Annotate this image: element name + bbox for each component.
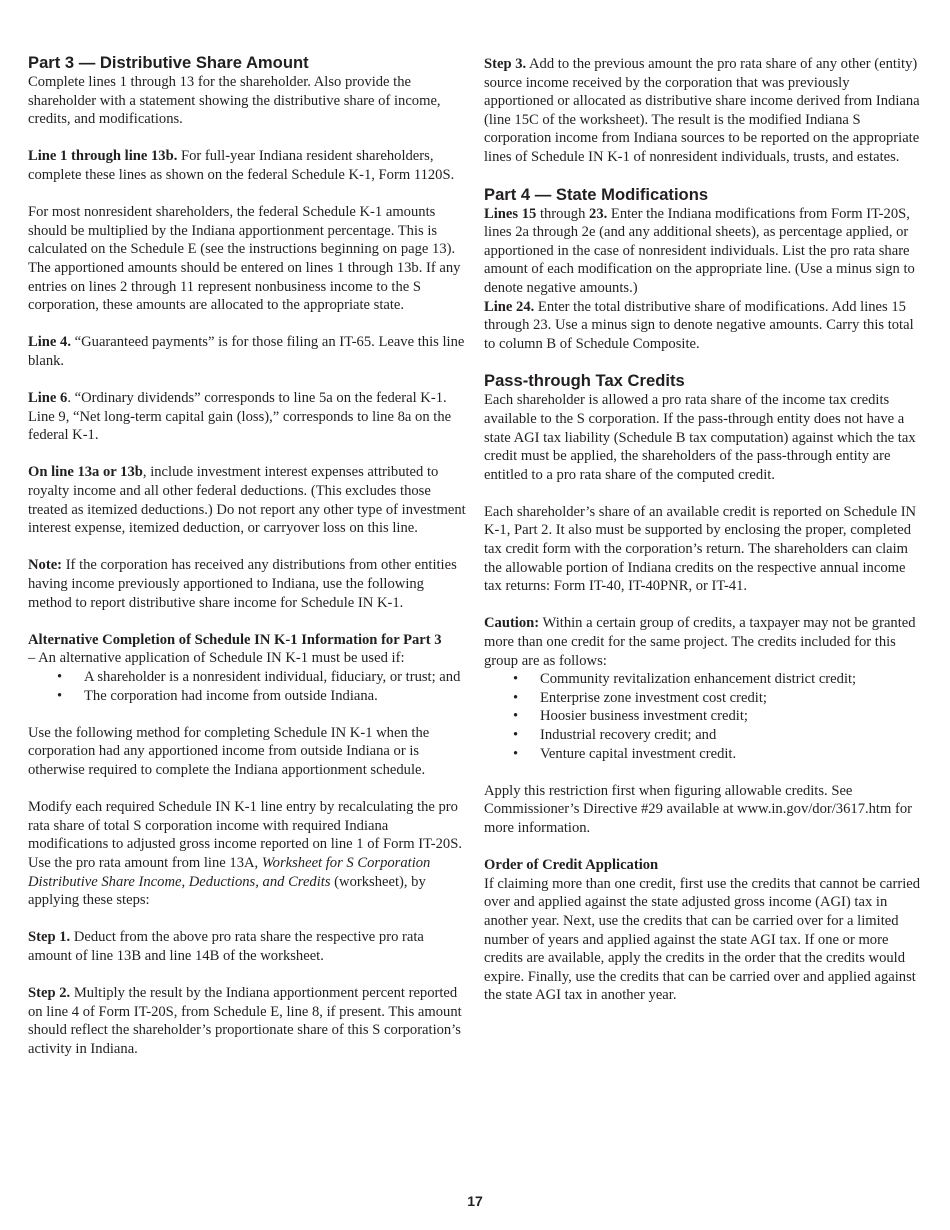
step1-text: Deduct from the above pro rata share the respective pro rata amount of line 13B and line 14B of the worksheet. [28, 929, 424, 964]
caution-text: Within a certain group of credits, a taxpayer may not be granted more than one credit for the same project. The credits included for this group are as follows: [484, 615, 916, 669]
alt-completion-heading [28, 631, 466, 668]
left-column [28, 53, 466, 1058]
line4-label: Line 4. [28, 334, 71, 351]
credit-group-list [484, 670, 922, 763]
part3-heading: Part 3 — Distributive Share Amount [28, 53, 309, 72]
nonresident-paragraph: For most nonresident shareholders, the federal Schedule K-1 amounts should be multiplied by the Indiana apportionment percentage. This is calculated on the Schedule E (see the instructions beginning on page 13). The apportioned amounts should be entered on lines 1 through 13b. If any entries on lines 2 through 11 represent nonbusiness income to the S corporation, these amounts are allocated to the appropriate state. [28, 204, 461, 314]
line1-13b-label: Line 1 through line 13b. [28, 148, 178, 165]
lines15-23-paragraph [484, 205, 922, 298]
alt-completion-list [28, 668, 466, 705]
order-paragraph: If claiming more than one credit, first use the credits that cannot be carried over and applied against the state adjusted gross income (AGI) tax in another year. Next, use the credits that can be carried over for a limited number of years and applied against the state AGI tax. If one or more credits are available, apply the credits in the order that the credits would expire. Finally, use the credits that can be carried over and applied against the state AGI tax in another year. [484, 875, 921, 1004]
line6-paragraph [28, 389, 466, 445]
step1-paragraph [28, 928, 466, 965]
page-number: 17 [467, 1193, 483, 1209]
order-heading [484, 856, 922, 875]
step2-paragraph [28, 984, 466, 1058]
line24-label: Line 24. [484, 298, 535, 315]
line24-paragraph [484, 298, 922, 354]
list-item: • A shareholder is a nonresident individual, fiduciary, or trust; and [84, 668, 466, 687]
modify-text-2: (worksheet), by applying these steps: [28, 873, 426, 909]
step2-text: Multiply the result by the Indiana apportionment percent reported on line 4 of Form IT-20S, from Schedule E, line 8, if present. This amount should reflect the shareholder’s proportionate share of this S corporation’s activity in Indiana. [28, 985, 462, 1057]
line4-text: “Guaranteed payments” is for those filing an IT-65. Leave this line blank. [28, 334, 465, 369]
step3-text: Add to the previous amount the pro rata share of any other (entity) source income received by the corporation that was previously apportioned or allocated as distributive share income derived from Indiana (line 15C of the worksheet). The result is the modified Indiana S corporation income from Indiana sources to be reported on the appropriate lines of Schedule IN K-1 of nonresident individuals, trusts, and estates. [484, 56, 920, 165]
caution-label: Caution: [484, 615, 540, 632]
part3-intro: Complete lines 1 through 13 for the shareholder. Also provide the shareholder with a statement showing the distributive share of income, credits, and modifications. [28, 74, 441, 128]
step3-label: Step 3. [484, 56, 527, 72]
alt-completion-label: Alternative Completion of Schedule IN K-1 Information for Part 3 [28, 631, 442, 648]
list-item: • Enterprise zone investment cost credit; [540, 689, 922, 708]
line6-label: Line 6 [28, 390, 68, 407]
lines15-label: Lines 15 [484, 205, 537, 222]
step1-label: Step 1. [28, 929, 71, 946]
part4-heading: Part 4 — State Modifications [484, 184, 709, 204]
list-item: • Hoosier business investment credit; [540, 707, 922, 726]
list-item: • Community revitalization enhancement district credit; [540, 670, 922, 689]
step3-paragraph [484, 55, 922, 167]
line13-label: On line 13a or 13b [28, 464, 143, 481]
lines23-label: 23. [589, 205, 608, 222]
lines15-through: through [536, 205, 590, 222]
credits-heading: Pass-through Tax Credits [484, 371, 685, 391]
line1-13b-paragraph [28, 147, 466, 184]
note-paragraph [28, 556, 466, 612]
credits-paragraph-1: Each shareholder is allowed a pro rata share of the income tax credits available to the S corporation. If the pass-through entity does not have a state AGI tax liability (Schedule B tax computation) against which the tax credit must be applied, the shareholders of the pass-through entity are entitled to a pro rata share of the computed credit. [484, 392, 916, 483]
line24-text: Enter the total distributive share of modifications. Add lines 15 through 23. Use a minus sign to denote negative amounts. Carry this total to column B of Schedule Composite. [484, 298, 914, 352]
line13-paragraph [28, 463, 466, 537]
alt-completion-text: – An alternative application of Schedule IN K-1 must be used if: [28, 650, 405, 667]
line13-text: , include investment interest expenses attributed to royalty income and all other federal deductions. (This excludes those treated as itemized deductions.) Do not report any other type of investment interest expense, itemized deduction, or carryover loss on this line. [28, 464, 466, 537]
line4-paragraph [28, 333, 466, 370]
note-text: If the corporation has received any distributions from other entities having income previously apportioned to Indiana, use the following method to report distributive share income for Schedule IN K-1. [28, 557, 457, 611]
worksheet-title: Worksheet for S Corporation Distributive Share Income, Deductions, and Credits [28, 854, 431, 890]
line1-13b-text: For full-year Indiana resident shareholders, complete these lines as shown on the federal Schedule K-1, Form 1120S. [28, 148, 455, 183]
modify-paragraph [28, 798, 466, 910]
list-item: • The corporation had income from outside Indiana. [84, 687, 466, 706]
order-heading-label: Order of Credit Application [484, 857, 659, 874]
use-method-paragraph: Use the following method for completing Schedule IN K-1 when the corporation had any apportioned income from outside Indiana or is otherwise required to complete the Indiana apportionment schedule. [28, 724, 430, 778]
modify-text-1: Modify each required Schedule IN K-1 line entry by recalculating the pro rata share of total S corporation income with required Indiana modifications to adjusted gross income reported on line 1 of Form IT-20S. Use the pro rata amount from line 13A, [28, 799, 462, 871]
list-item: • Venture capital investment credit. [540, 745, 922, 764]
caution-paragraph [484, 614, 922, 670]
apply-restriction-paragraph: Apply this restriction first when figuring allowable credits. See Commissioner’s Directive #29 available at www.in.gov/dor/3617.htm for more information. [484, 782, 913, 836]
lines15-23-text: Enter the Indiana modifications from Form IT-20S, lines 2a through 2e (and any additional sheets), as percentage applied, or apportioned in the case of nonresident individuals. List the pro rata share amount of each modification on the appropriate line. (Use a minus sign to denote negative amounts.) [484, 205, 915, 296]
credits-paragraph-2: Each shareholder’s share of an available credit is reported on Schedule IN K-1, Part 2. It also must be supported by enclosing the proper, completed tax credit form with the corporation’s return. The shareholders can claim the allowable portion of Indiana credits on the respective annual income tax returns: Form IT-40, IT-40PNR, or IT-41. [484, 503, 917, 595]
note-label: Note: [28, 557, 63, 574]
line6-text: . “Ordinary dividends” corresponds to line 5a on the federal K-1. Line 9, “Net long-term capital gain (loss),” corresponds to line 8a on the federal K-1. [28, 390, 452, 444]
step2-label: Step 2. [28, 985, 71, 1002]
right-column [484, 53, 922, 1005]
list-item: • Industrial recovery credit; and [540, 726, 922, 745]
